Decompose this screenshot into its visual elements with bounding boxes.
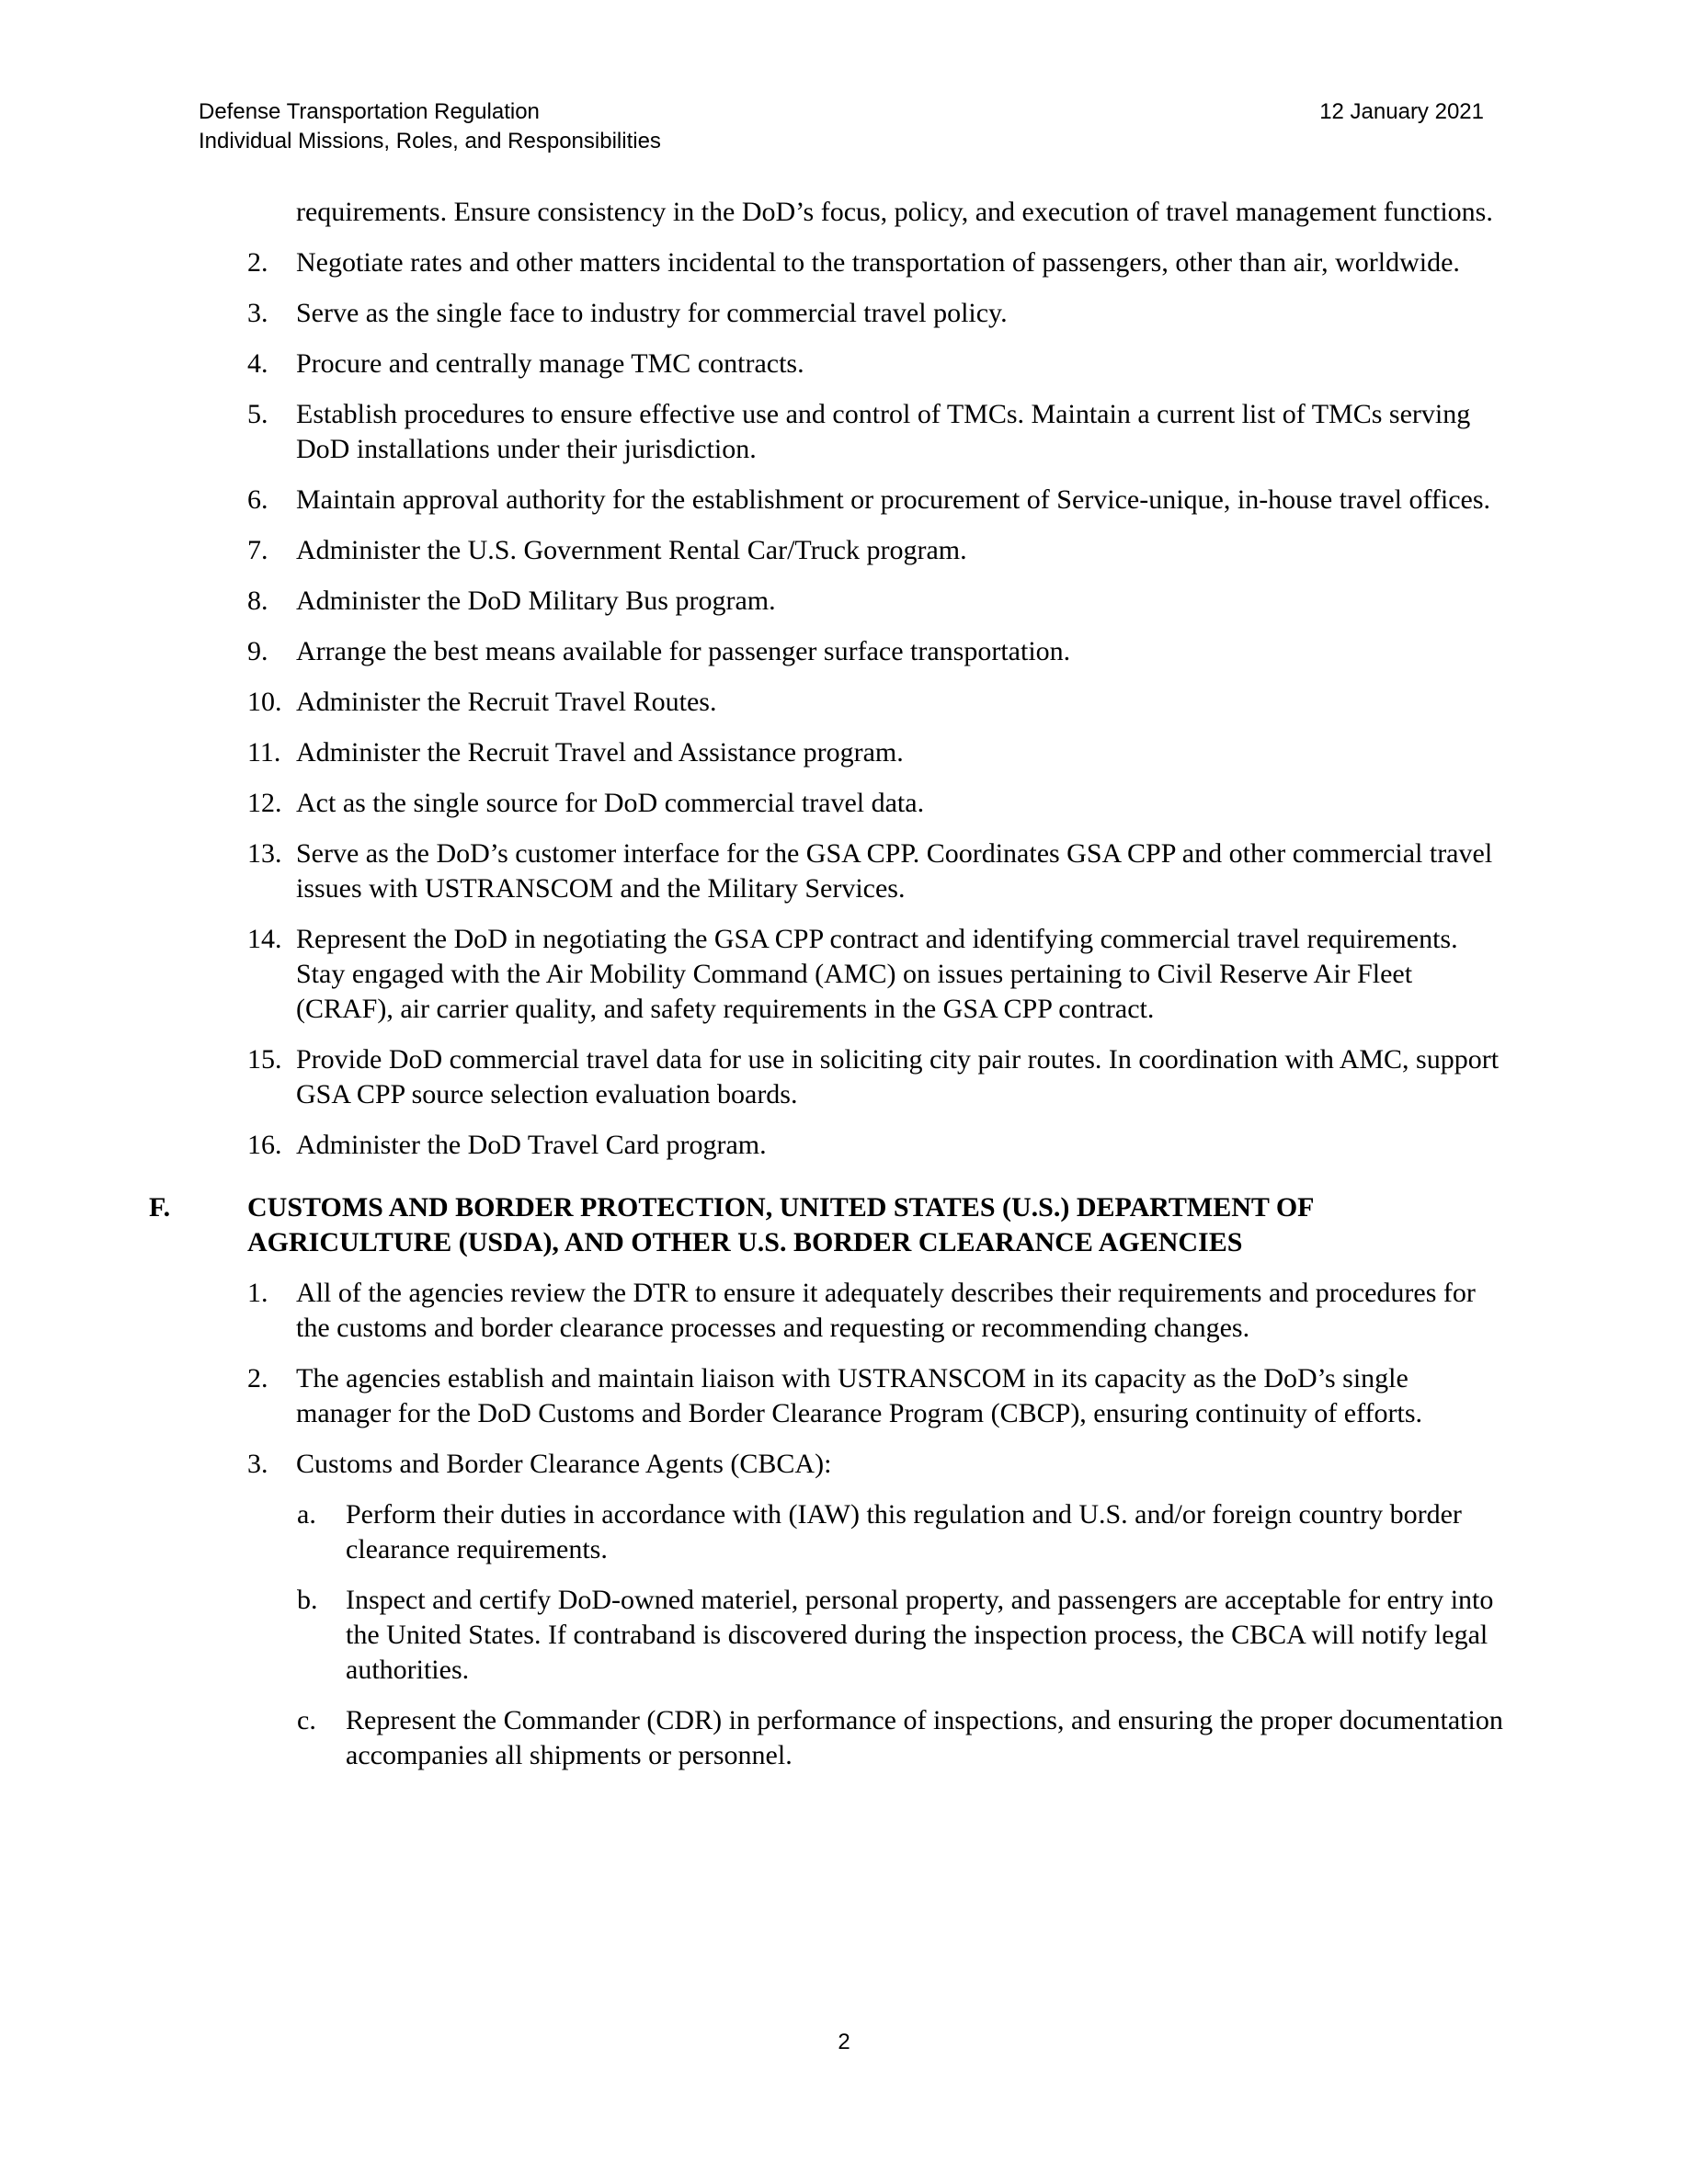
item-number: 2. (247, 247, 268, 278)
item-text: Serve as the DoD’s customer interface for the GSA CPP. Coordinates GSA CPP and other commercial travel issues with USTRANSCOM and the Military Services. (296, 838, 1493, 904)
item-number: 5. (247, 399, 268, 429)
item-number: 4. (247, 348, 268, 379)
list-item (247, 1128, 1504, 1163)
list-item (247, 922, 1504, 1027)
sub-item-text: Inspect and certify DoD-owned materiel, personal property, and passengers are acceptable for entry into the United States. If contraband is discovered during the inspection process, the CBCA will notify legal authorities. (346, 1585, 1494, 1685)
list-item (247, 296, 1504, 331)
item-number: 6. (247, 484, 268, 515)
list-f (0, 1276, 1688, 1773)
item-number: 1. (247, 1278, 268, 1308)
section-letter: F. (149, 1192, 171, 1223)
item-text: Administer the Recruit Travel Routes. (296, 687, 717, 717)
item-text: Administer the U.S. Government Rental Car/Truck program. (296, 535, 967, 565)
item-text: Serve as the single face to industry for commercial travel policy. (296, 298, 1008, 328)
list-e (0, 245, 1688, 1163)
item-text: Negotiate rates and other matters incidental to the transportation of passengers, other than air, worldwide. (296, 247, 1460, 278)
item-number: 15. (247, 1044, 282, 1075)
item-text: All of the agencies review the DTR to ensure it adequately describes their requirements and procedures for the customs and border clearance processes and requesting or recommending changes. (296, 1278, 1476, 1343)
item-text: The agencies establish and maintain liaison with USTRANSCOM in its capacity as the DoD’s single manager for the DoD Customs and Border Clearance Program (CBCP), ensuring continuity of efforts. (296, 1363, 1423, 1428)
item-number: 7. (247, 535, 268, 565)
item-number: 14. (247, 924, 282, 954)
item-number: 12. (247, 788, 282, 818)
section-title: CUSTOMS AND BORDER PROTECTION, UNITED STATES (U.S.) DEPARTMENT OF AGRICULTURE (USDA), AND OTHER U.S. BORDER CLEARANCE AGENCIES (247, 1192, 1314, 1257)
list-item (247, 735, 1504, 770)
item-text: Procure and centrally manage TMC contracts. (296, 348, 804, 379)
sub-item-text: Represent the Commander (CDR) in performance of inspections, and ensuring the proper documentation accompanies all shipments or personnel. (346, 1705, 1503, 1770)
item-number: 11. (247, 737, 281, 768)
item-text: Arrange the best means available for passenger surface transportation. (296, 636, 1071, 666)
header-date: 12 January 2021 (1319, 99, 1484, 124)
header-title: Defense Transportation Regulation (199, 99, 540, 124)
list-item (247, 836, 1504, 906)
list-item (247, 584, 1504, 619)
sub-item-letter: a. (297, 1499, 316, 1530)
sub-item-text: Perform their duties in accordance with (IAW) this regulation and U.S. and/or foreign country border clearance requirements. (346, 1499, 1462, 1564)
item-text: Administer the DoD Travel Card program. (296, 1130, 767, 1160)
sub-list-item (297, 1497, 1504, 1567)
list-item (247, 685, 1504, 720)
item-text: Act as the single source for DoD commercial travel data. (296, 788, 925, 818)
item-text: Provide DoD commercial travel data for use in soliciting city pair routes. In coordination with AMC, support GSA CPP source selection evaluation boards. (296, 1044, 1500, 1109)
item-text: Customs and Border Clearance Agents (CBCA): (296, 1449, 832, 1479)
item-number: 16. (247, 1130, 282, 1160)
item-text: Establish procedures to ensure effective use and control of TMCs. Maintain a current list of TMCs serving DoD installations under their jurisdiction. (296, 399, 1471, 464)
list-item (247, 397, 1504, 467)
item-text: Maintain approval authority for the establishment or procurement of Service-unique, in-house travel offices. (296, 484, 1491, 515)
sub-item-letter: c. (297, 1705, 316, 1735)
list-item (247, 634, 1504, 669)
list-item (247, 1042, 1504, 1112)
item-number: 9. (247, 636, 268, 666)
sub-item-letter: b. (297, 1585, 318, 1615)
sub-list-item (297, 1703, 1504, 1773)
item-number: 3. (247, 298, 268, 328)
list-item (247, 533, 1504, 568)
item-text: Administer the Recruit Travel and Assistance program. (296, 737, 904, 768)
list-item (247, 1447, 1504, 1482)
list-item (247, 786, 1504, 821)
sub-list-item (297, 1583, 1504, 1688)
list-item (247, 245, 1504, 280)
list-item (247, 347, 1504, 381)
document-body (0, 195, 1688, 1773)
page-number: 2 (838, 2030, 850, 2054)
item-text: Represent the DoD in negotiating the GSA CPP contract and identifying commercial travel requirements. Stay engaged with the Air Mobility Command (AMC) on issues pertaining to Civil Reserve Air Fleet (CRAF), air carrier quality, and safety requirements in the GSA CPP contract. (296, 924, 1458, 1024)
list-item (247, 1276, 1504, 1346)
page-header (199, 97, 1489, 156)
continued-paragraph: requirements. Ensure consistency in the DoD’s focus, policy, and execution of travel management functions. (296, 197, 1493, 227)
item-text: Administer the DoD Military Bus program. (296, 586, 776, 616)
list-item (247, 1361, 1504, 1431)
item-number: 10. (247, 687, 282, 717)
header-subtitle: Individual Missions, Roles, and Responsibilities (199, 129, 661, 154)
item-number: 2. (247, 1363, 268, 1393)
list-item (247, 483, 1504, 518)
item-number: 3. (247, 1449, 268, 1479)
item-number: 13. (247, 838, 282, 869)
item-number: 8. (247, 586, 268, 616)
section-heading (149, 1190, 1504, 1260)
